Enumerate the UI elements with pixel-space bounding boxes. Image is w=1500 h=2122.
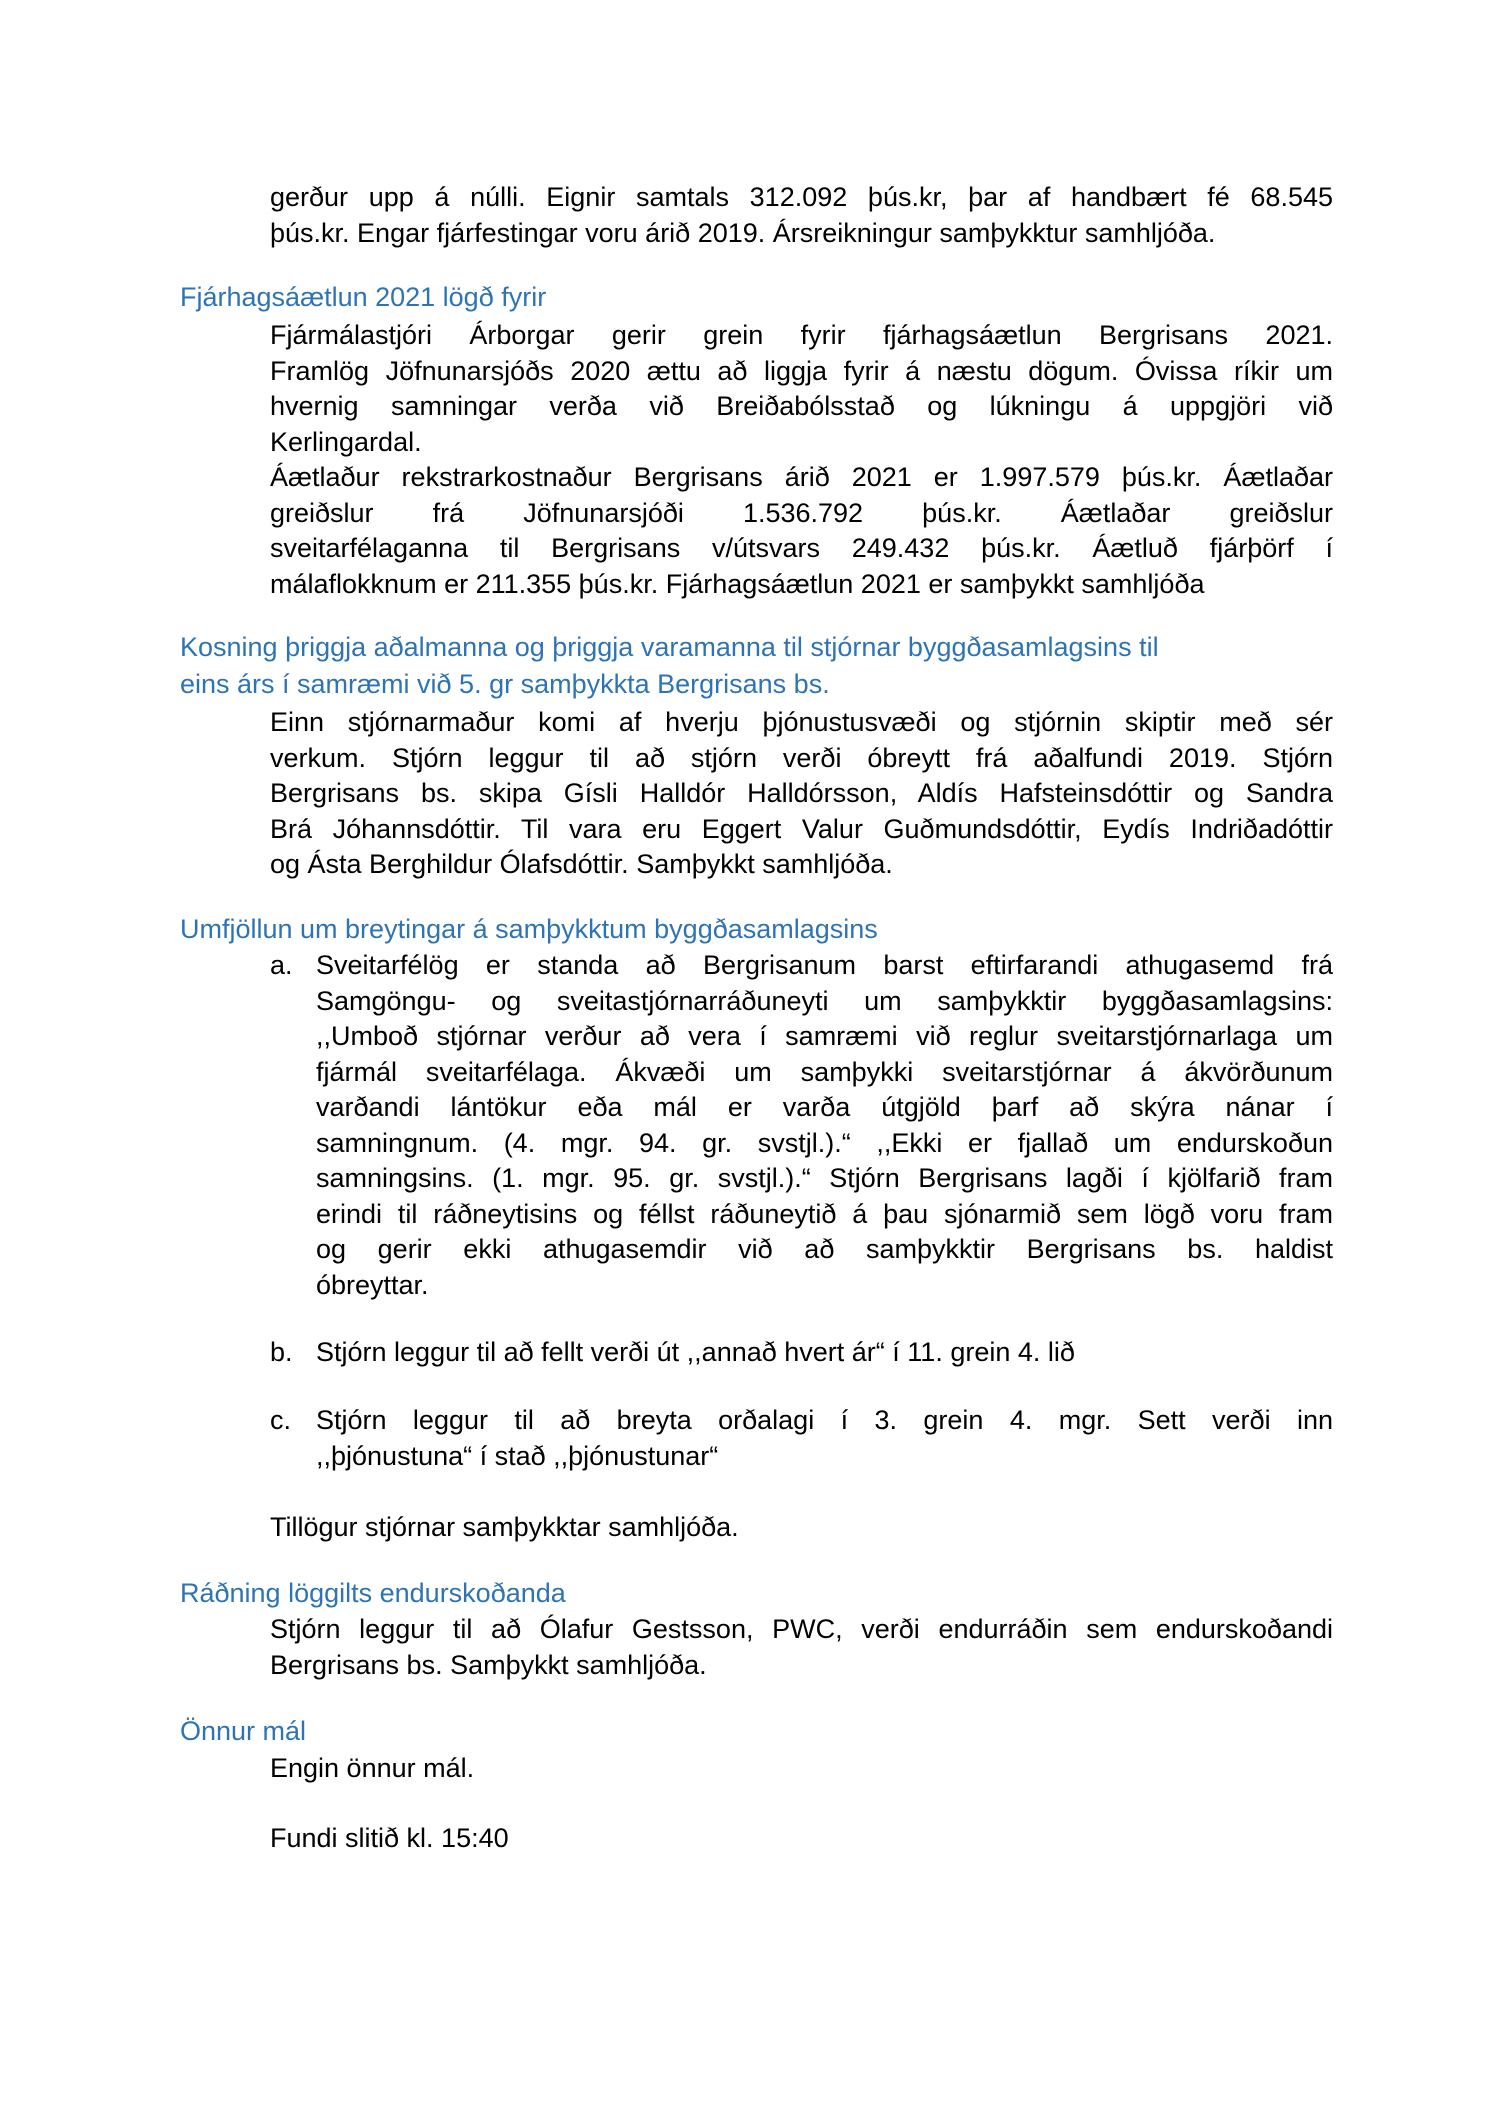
closing-line: [270, 1821, 1333, 1857]
text-line: Bergrisans bs. skipa Gísli Halldór Halldórsson, Aldís Hafsteinsdóttir og Sandra: [270, 778, 1333, 808]
text-line: gerður upp á núlli. Eignir samtals 312.092 þús.kr, þar af handbært fé 68.545: [270, 182, 1333, 212]
amendments-conclusion: [270, 1510, 1333, 1546]
list-marker: c.: [270, 1405, 292, 1435]
section-heading: Umfjöllun um breytingar á samþykktum byggðasamlagsins: [180, 914, 878, 944]
text-line: og Ásta Berghildur Ólafsdóttir. Samþykkt samhljóða.: [270, 849, 893, 879]
text-line: ,,þjónustuna“ í stað ,,þjónustunar“: [316, 1440, 719, 1471]
intro-paragraph: [270, 180, 1333, 251]
text-line: samningsins. (1. mgr. 95. gr. svstjl.).“ Stjórn Bergrisans lagði í kjölfarið fram: [316, 1163, 1333, 1193]
heading-line: eins árs í samræmi við 5. gr samþykkta Bergrisans bs.: [180, 668, 830, 699]
text-line: Stjórn leggur til að breyta orðalagi í 3. grein 4. mgr. Sett verði inn: [316, 1405, 1333, 1435]
text-line: Brá Jóhannsdóttir. Til vara eru Eggert Valur Guðmundsdóttir, Eydís Indriðadóttir: [270, 813, 1333, 844]
text-line: samningnum. (4. mgr. 94. gr. svstjl.).“ ,,Ekki er fjallað um endurskoðun: [316, 1127, 1333, 1158]
text-line: hvernig samningar verða við Breiðabólsstað og lúkningu á uppgjöri við: [270, 391, 1333, 421]
text-line: Framlög Jöfnunarsjóðs 2020 ættu að liggja fyrir á næstu dögum. Óvissa ríkir um: [270, 355, 1333, 386]
list-marker: a.: [270, 950, 293, 980]
text-line: Einn stjórnarmaður komi af hverju þjónustusvæði og stjórnin skiptir með sér: [270, 707, 1333, 737]
text-line: erindi til ráðneytisins og féllst ráðuneytið á þau sjónarmið sem lögð voru fram: [316, 1198, 1333, 1229]
election-paragraph: [270, 705, 1333, 883]
text-line: Engin önnur mál.: [270, 1753, 475, 1783]
text-line: málaflokknum er 211.355 þús.kr. Fjárhagsáætlun 2021 er samþykkt samhljóða: [270, 568, 1205, 599]
text-line: Tillögur stjórnar samþykktar samhljóða.: [270, 1512, 739, 1542]
text-line: Sveitarfélög er standa að Bergrisanum barst eftirfarandi athugasemd frá: [316, 950, 1333, 980]
auditor-paragraph: [270, 1612, 1333, 1683]
text-line: sveitarfélaganna til Bergrisans v/útsvars 249.432 þús.kr. Áætluð fjárþörf í: [270, 533, 1333, 563]
text-line: Fjármálastjóri Árborgar gerir grein fyrir fjárhagsáætlun Bergrisans 2021.: [270, 320, 1333, 350]
heading-line: Kosning þriggja aðalmanna og þriggja varamanna til stjórnar byggðasamlagsins til: [180, 632, 1159, 662]
text-line: Stjórn leggur til að Ólafur Gestsson, PWC, verði endurráðin sem endurskoðandi: [270, 1614, 1333, 1644]
text-line: Áætlaður rekstrarkostnaður Bergrisans árið 2021 er 1.997.579 þús.kr. Áætlaðar: [270, 462, 1333, 492]
text-line: þús.kr. Engar fjárfestingar voru árið 2019. Ársreikningur samþykktur samhljóða.: [270, 217, 1216, 248]
text-line: og gerir ekki athugasemdir við að samþykktir Bergrisans bs. haldist: [316, 1234, 1333, 1264]
budget-paragraph: [270, 318, 1333, 602]
text-line: Bergrisans bs. Samþykkt samhljóða.: [270, 1649, 707, 1680]
list-marker: b.: [270, 1337, 293, 1367]
text-line: varðandi lántökur eða mál er varða útgjöld þarf að skýra nánar í: [316, 1092, 1333, 1122]
text-line: verkum. Stjórn leggur til að stjórn verði óbreytt frá aðalfundi 2019. Stjórn: [270, 742, 1333, 773]
text-line: greiðslur frá Jöfnunarsjóði 1.536.792 þús.kr. Áætlaðar greiðslur: [270, 497, 1333, 528]
section-heading: Fjárhagsáætlun 2021 lögð fyrir: [180, 282, 547, 312]
section-heading: Önnur mál: [180, 1716, 307, 1746]
text-line: ,,Umboð stjórnar verður að vera í samræmi við reglur sveitarstjórnarlaga um: [316, 1021, 1333, 1051]
text-line: óbreyttar.: [316, 1269, 429, 1300]
text-line: fjármál sveitarfélaga. Ákvæði um samþykki sveitarstjórnar á ákvörðunum: [316, 1056, 1333, 1087]
text-line: Kerlingardal.: [270, 426, 422, 457]
other-matters-paragraph: [270, 1751, 1333, 1787]
section-heading: Ráðning löggilts endurskoðanda: [180, 1578, 566, 1608]
text-line: Stjórn leggur til að fellt verði út ,,annað hvert ár“ í 11. grein 4. lið: [316, 1337, 1075, 1367]
section-heading: [180, 629, 1159, 702]
text-line: Samgöngu- og sveitastjórnarráðuneyti um samþykktir byggðasamlagsins:: [316, 985, 1333, 1016]
text-line: Fundi slitið kl. 15:40: [270, 1823, 509, 1853]
